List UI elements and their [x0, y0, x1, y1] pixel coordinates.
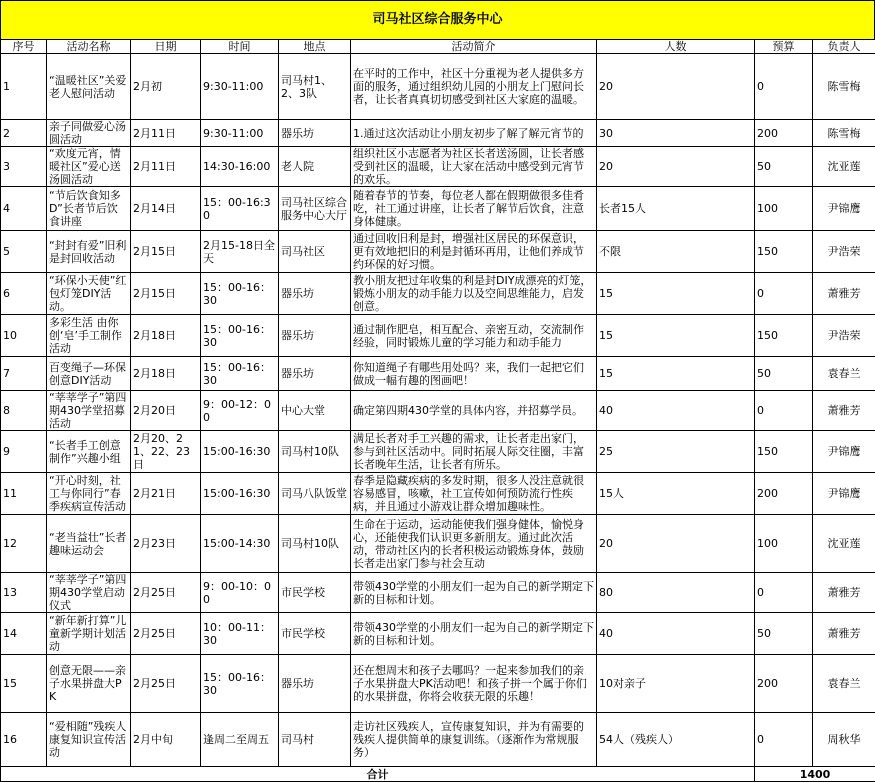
activity-place: 司马村 — [279, 713, 351, 767]
activity-name: 亲子同做爱心汤圆活动 — [47, 120, 131, 147]
participant-count: 15 — [597, 273, 755, 315]
activity-place: 器乐坊 — [279, 273, 351, 315]
budget-value: 150 — [755, 315, 813, 357]
budget-value: 0 — [755, 713, 813, 767]
activity-name: “封封有爱”旧利是封回收活动 — [47, 231, 131, 273]
activity-name: 百变绳子—环保创意DIY活动 — [47, 357, 131, 391]
activity-description: 满足长者对手工兴趣的需求，让长者走出家门，参与到社区活动中。同时拓展人际交往圈，丰富长者晚年生活，让长者有所乐。 — [351, 431, 597, 473]
activity-time: 10：00-11：30 — [201, 613, 279, 655]
row-number: 11 — [1, 473, 47, 515]
person-in-charge: 尹锦鹰 — [813, 473, 875, 515]
row-number: 8 — [1, 391, 47, 431]
activity-name: “莘莘学子”第四期430学堂启动仪式 — [47, 573, 131, 613]
row-number: 7 — [1, 357, 47, 391]
activity-date: 2月11日 — [131, 147, 201, 187]
activity-time: 9：00-10：00 — [201, 573, 279, 613]
activity-date: 2月15日 — [131, 273, 201, 315]
activity-date: 2月18日 — [131, 357, 201, 391]
activity-place: 司马村10队 — [279, 515, 351, 573]
activity-date: 2月21日 — [131, 473, 201, 515]
activity-description: 教小朋友把过年收集的利是封DIY成漂亮的灯笼，锻炼小朋友的动手能力以及空间思维能力，启发创意。 — [351, 273, 597, 315]
activity-table — [0, 39, 875, 782]
table-row — [1, 431, 875, 473]
activity-name: “温暖社区”关爱老人慰问活动 — [47, 54, 131, 120]
activity-name: “节后饮食知多D”长者节后饮食讲座 — [47, 187, 131, 231]
row-number: 15 — [1, 655, 47, 713]
row-number: 3 — [1, 147, 47, 187]
budget-value: 0 — [755, 573, 813, 613]
participant-count: 80 — [597, 573, 755, 613]
activity-description: 带领430学堂的小朋友们一起为自己的新学期定下新的目标和计划。 — [351, 573, 597, 613]
activity-name: “环保小天使”红包灯笼DIY活动。 — [47, 273, 131, 315]
person-in-charge: 陈雪梅 — [813, 54, 875, 120]
participant-count: 30 — [597, 120, 755, 147]
header-row — [1, 40, 875, 54]
activity-description: 春季是隐藏疾病的多发时期，很多人没注意就很容易感冒，咳嗽，社工宣传如何预防流行性疾病，并且通过小游戏让群众增加趣味性。 — [351, 473, 597, 515]
budget-value: 100 — [755, 187, 813, 231]
activity-time: 15:00-14:30 — [201, 515, 279, 573]
participant-count: 20 — [597, 54, 755, 120]
activity-description: 通过回收旧利是封，增强社区居民的环保意识，更有效地把旧的利是封循环再用，让他们养成节约环保的好习惯。 — [351, 231, 597, 273]
activity-place: 器乐坊 — [279, 357, 351, 391]
row-number: 13 — [1, 573, 47, 613]
total-budget: 1400 — [755, 767, 875, 782]
table-row — [1, 120, 875, 147]
budget-value: 0 — [755, 273, 813, 315]
activity-description: 1.通过这次活动让小朋友初步了解了解元宵节的 — [351, 120, 597, 147]
row-number: 10 — [1, 315, 47, 357]
header-cell: 活动简介 — [351, 40, 597, 54]
person-in-charge: 尹浩荣 — [813, 231, 875, 273]
budget-value: 100 — [755, 515, 813, 573]
activity-place: 司马社区 — [279, 231, 351, 273]
activity-date: 2月20日 — [131, 391, 201, 431]
person-in-charge: 沈亚莲 — [813, 147, 875, 187]
activity-place: 司马八队饭堂 — [279, 473, 351, 515]
person-in-charge: 周秋华 — [813, 713, 875, 767]
activity-time: 15：00-16：30 — [201, 655, 279, 713]
person-in-charge: 萧雅芳 — [813, 273, 875, 315]
header-cell: 预算 — [755, 40, 813, 54]
row-number: 6 — [1, 273, 47, 315]
activity-description: 走访社区残疾人，宣传康复知识，并为有需要的残疾人提供简单的康复训练。（逐渐作为常规服务） — [351, 713, 597, 767]
activity-description: 你知道绳子有哪些用处吗？来，我们一起把它们做成一幅有趣的图画吧！ — [351, 357, 597, 391]
participant-count: 15 — [597, 315, 755, 357]
person-in-charge: 陈雪梅 — [813, 120, 875, 147]
table-row — [1, 231, 875, 273]
header-cell: 活动名称 — [47, 40, 131, 54]
row-number: 16 — [1, 713, 47, 767]
activity-time: 15:00-16:30 — [201, 431, 279, 473]
table-row — [1, 515, 875, 573]
activity-date: 2月23日 — [131, 515, 201, 573]
activity-place: 市民学校 — [279, 573, 351, 613]
row-number: 14 — [1, 613, 47, 655]
activity-date: 2月14日 — [131, 187, 201, 231]
activity-name: “爱相随”残疾人康复知识宣传活动 — [47, 713, 131, 767]
header-cell: 序号 — [1, 40, 47, 54]
activity-name: 创意无限——亲子水果拼盘大PK — [47, 655, 131, 713]
table-row — [1, 613, 875, 655]
activity-time: 逢周二至周五 — [201, 713, 279, 767]
table-row — [1, 473, 875, 515]
person-in-charge: 萧雅芳 — [813, 613, 875, 655]
total-label: 合计 — [1, 767, 755, 782]
participant-count: 40 — [597, 613, 755, 655]
activity-name: “欢度元宵，情暖社区”爱心送汤圆活动 — [47, 147, 131, 187]
row-number: 1 — [1, 54, 47, 120]
budget-value: 200 — [755, 655, 813, 713]
table-row — [1, 655, 875, 713]
activity-time: 9:30-11:00 — [201, 120, 279, 147]
activity-time: 9：00-12：00 — [201, 391, 279, 431]
activity-name: “新年新打算”儿童新学期计划活动 — [47, 613, 131, 655]
budget-value: 50 — [755, 147, 813, 187]
person-in-charge: 袁春兰 — [813, 655, 875, 713]
budget-value: 0 — [755, 54, 813, 120]
table-row — [1, 713, 875, 767]
activity-time: 15：00-16：30 — [201, 273, 279, 315]
sheet-title: 司马社区综合服务中心 — [0, 0, 875, 40]
activity-place: 司马村10队 — [279, 431, 351, 473]
activity-name: “开心时刻，社工与你同行”春季疾病宣传活动 — [47, 473, 131, 515]
participant-count: 长者15人 — [597, 187, 755, 231]
row-number: 9 — [1, 431, 47, 473]
activity-time: 15：00-16：30 — [201, 357, 279, 391]
budget-value: 0 — [755, 391, 813, 431]
table-row — [1, 357, 875, 391]
total-row — [1, 767, 875, 782]
person-in-charge: 沈亚莲 — [813, 515, 875, 573]
participant-count: 不限 — [597, 231, 755, 273]
activity-description: 通过制作肥皂，相互配合、亲密互动，交流制作经验，同时锻炼儿童的学习能力和动手能力 — [351, 315, 597, 357]
activity-date: 2月初 — [131, 54, 201, 120]
activity-date: 2月中旬 — [131, 713, 201, 767]
header-cell: 负责人 — [813, 40, 875, 54]
person-in-charge: 萧雅芳 — [813, 391, 875, 431]
person-in-charge: 尹锦鹰 — [813, 187, 875, 231]
activity-name: “莘莘学子”第四期430学堂招募活动 — [47, 391, 131, 431]
participant-count: 20 — [597, 147, 755, 187]
header-cell: 地点 — [279, 40, 351, 54]
participant-count: 54人（残疾人） — [597, 713, 755, 767]
budget-value: 200 — [755, 473, 813, 515]
participant-count: 10对亲子 — [597, 655, 755, 713]
activity-time: 2月15-18日全天 — [201, 231, 279, 273]
person-in-charge: 萧雅芳 — [813, 573, 875, 613]
table-row — [1, 573, 875, 613]
activity-description: 确定第四期430学堂的具体内容，并招募学员。 — [351, 391, 597, 431]
activity-place: 司马社区综合服务中心大厅 — [279, 187, 351, 231]
person-in-charge: 袁春兰 — [813, 357, 875, 391]
activity-place: 器乐坊 — [279, 120, 351, 147]
participant-count: 25 — [597, 431, 755, 473]
budget-value: 50 — [755, 613, 813, 655]
activity-time: 15：00-16：30 — [201, 315, 279, 357]
participant-count: 15人 — [597, 473, 755, 515]
activity-place: 中心大堂 — [279, 391, 351, 431]
activity-time: 15：00-16:30 — [201, 187, 279, 231]
header-cell: 人数 — [597, 40, 755, 54]
activity-time: 9:30-11:00 — [201, 54, 279, 120]
activity-place: 器乐坊 — [279, 655, 351, 713]
participant-count: 15 — [597, 357, 755, 391]
person-in-charge: 尹锦鹰 — [813, 431, 875, 473]
row-number: 5 — [1, 231, 47, 273]
participant-count: 20 — [597, 515, 755, 573]
table-row — [1, 273, 875, 315]
activity-description: 还在想周末和孩子去哪吗？一起来参加我们的亲子水果拼盘大PK活动吧！和孩子拼一个属于你们的水果拼盘，你将会收获无限的乐趣！ — [351, 655, 597, 713]
header-cell: 时间 — [201, 40, 279, 54]
budget-value: 150 — [755, 231, 813, 273]
row-number: 2 — [1, 120, 47, 147]
activity-description: 在平时的工作中，社区十分重视为老人提供多方面的服务，通过组织幼儿园的小朋友上门慰问长者，让长者真真切切感受到社区大家庭的温暖。 — [351, 54, 597, 120]
activity-description: 随着春节的节奏，每位老人都在假期做很多佳肴吃，社工通过讲座，让长者了解节后饮食，注意身体健康。 — [351, 187, 597, 231]
table-row — [1, 187, 875, 231]
row-number: 4 — [1, 187, 47, 231]
table-row — [1, 147, 875, 187]
activity-date: 2月11日 — [131, 120, 201, 147]
activity-date: 2月25日 — [131, 613, 201, 655]
activity-date: 2月25日 — [131, 655, 201, 713]
activity-time: 14:30-16:00 — [201, 147, 279, 187]
activity-place: 市民学校 — [279, 613, 351, 655]
activity-description: 带领430学堂的小朋友们一起为自己的新学期定下新的目标和计划。 — [351, 613, 597, 655]
activity-place: 司马村1、2、3队 — [279, 54, 351, 120]
activity-place: 老人院 — [279, 147, 351, 187]
row-number: 12 — [1, 515, 47, 573]
activity-name: “长者手工创意制作”兴趣小组 — [47, 431, 131, 473]
participant-count: 40 — [597, 391, 755, 431]
activity-date: 2月18日 — [131, 315, 201, 357]
budget-value: 50 — [755, 357, 813, 391]
activity-description: 生命在于运动，运动能使我们强身健体，愉悦身心，还能使我们认识更多新朋友。通过此次活动，带动社区内的长者积极运动锻炼身体，鼓励长者走出家门参与社会互动 — [351, 515, 597, 573]
activity-place: 器乐坊 — [279, 315, 351, 357]
table-row — [1, 391, 875, 431]
activity-date: 2月20、21、22、23日 — [131, 431, 201, 473]
header-cell: 日期 — [131, 40, 201, 54]
budget-value: 150 — [755, 431, 813, 473]
activity-date: 2月15日 — [131, 231, 201, 273]
activity-date: 2月25日 — [131, 573, 201, 613]
budget-value: 200 — [755, 120, 813, 147]
table-row — [1, 315, 875, 357]
activity-time: 15:00-16:30 — [201, 473, 279, 515]
person-in-charge: 尹浩荣 — [813, 315, 875, 357]
activity-description: 组织社区小志愿者为社区长者送汤圆，让长者感受到社区的温暖，让大家在活动中感受到元宵节的欢乐。 — [351, 147, 597, 187]
activity-name: 多彩生活 由你创‘皂’手工制作活动 — [47, 315, 131, 357]
table-row — [1, 54, 875, 120]
activity-name: “老当益壮”长者趣味运动会 — [47, 515, 131, 573]
